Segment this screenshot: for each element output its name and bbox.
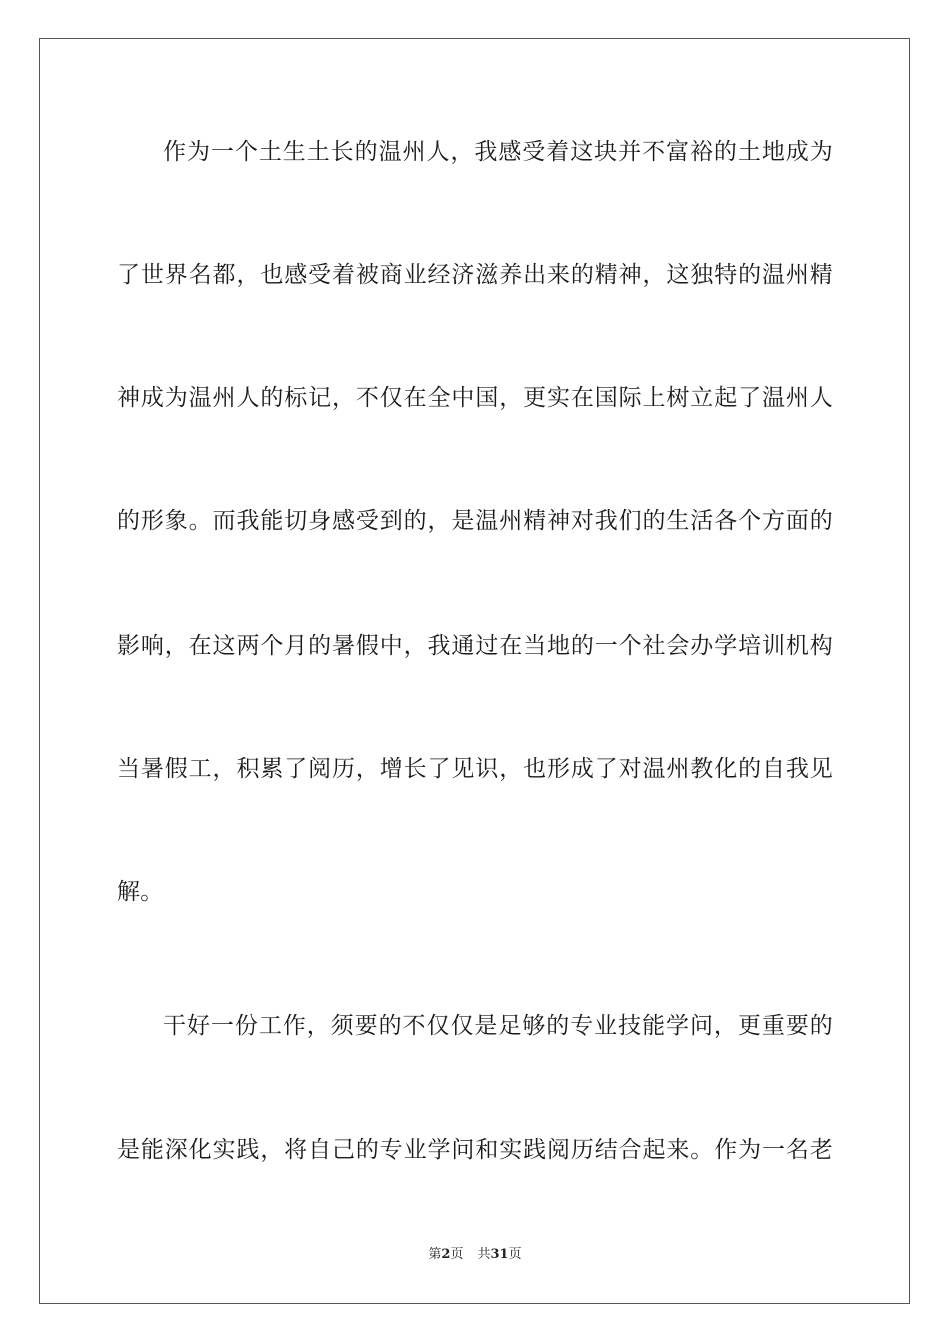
total-suffix: 页 [508,1247,522,1262]
page-number: 2 [441,1247,451,1262]
total-pages: 31 [490,1247,509,1262]
paragraph-2-line-2: 是能深化实践，将自己的专业学问和实践阅历结合起来。作为一名老 [117,1137,833,1163]
paragraph-1-line-2: 了世界名都，也感受着被商业经济滋养出来的精神，这独特的温州精 [117,262,833,288]
paragraph-1-line-1: 作为一个土生土长的温州人，我感受着这块并不富裕的土地成为 [163,139,833,165]
paragraph-1-line-7: 解。 [117,879,164,905]
paragraph-1-line-3: 神成为温州人的标记，不仅在全中国，更实在国际上树立起了温州人 [117,385,833,411]
paragraph-2-line-1: 干好一份工作，须要的不仅仅是足够的专业技能学问，更重要的 [163,1013,833,1039]
paragraph-1-line-6: 当暑假工，积累了阅历，增长了见识，也形成了对温州教化的自我见 [117,756,833,782]
page-footer [0,1246,950,1264]
page-border [39,38,910,1304]
paragraph-1-line-5: 影响，在这两个月的暑假中，我通过在当地的一个社会办学培训机构 [117,633,833,659]
page-prefix: 第 [428,1247,442,1262]
total-prefix: 共 [477,1247,491,1262]
page-suffix: 页 [450,1247,464,1262]
paragraph-1-line-4: 的形象。而我能切身感受到的，是温州精神对我们的生活各个方面的 [117,508,833,534]
